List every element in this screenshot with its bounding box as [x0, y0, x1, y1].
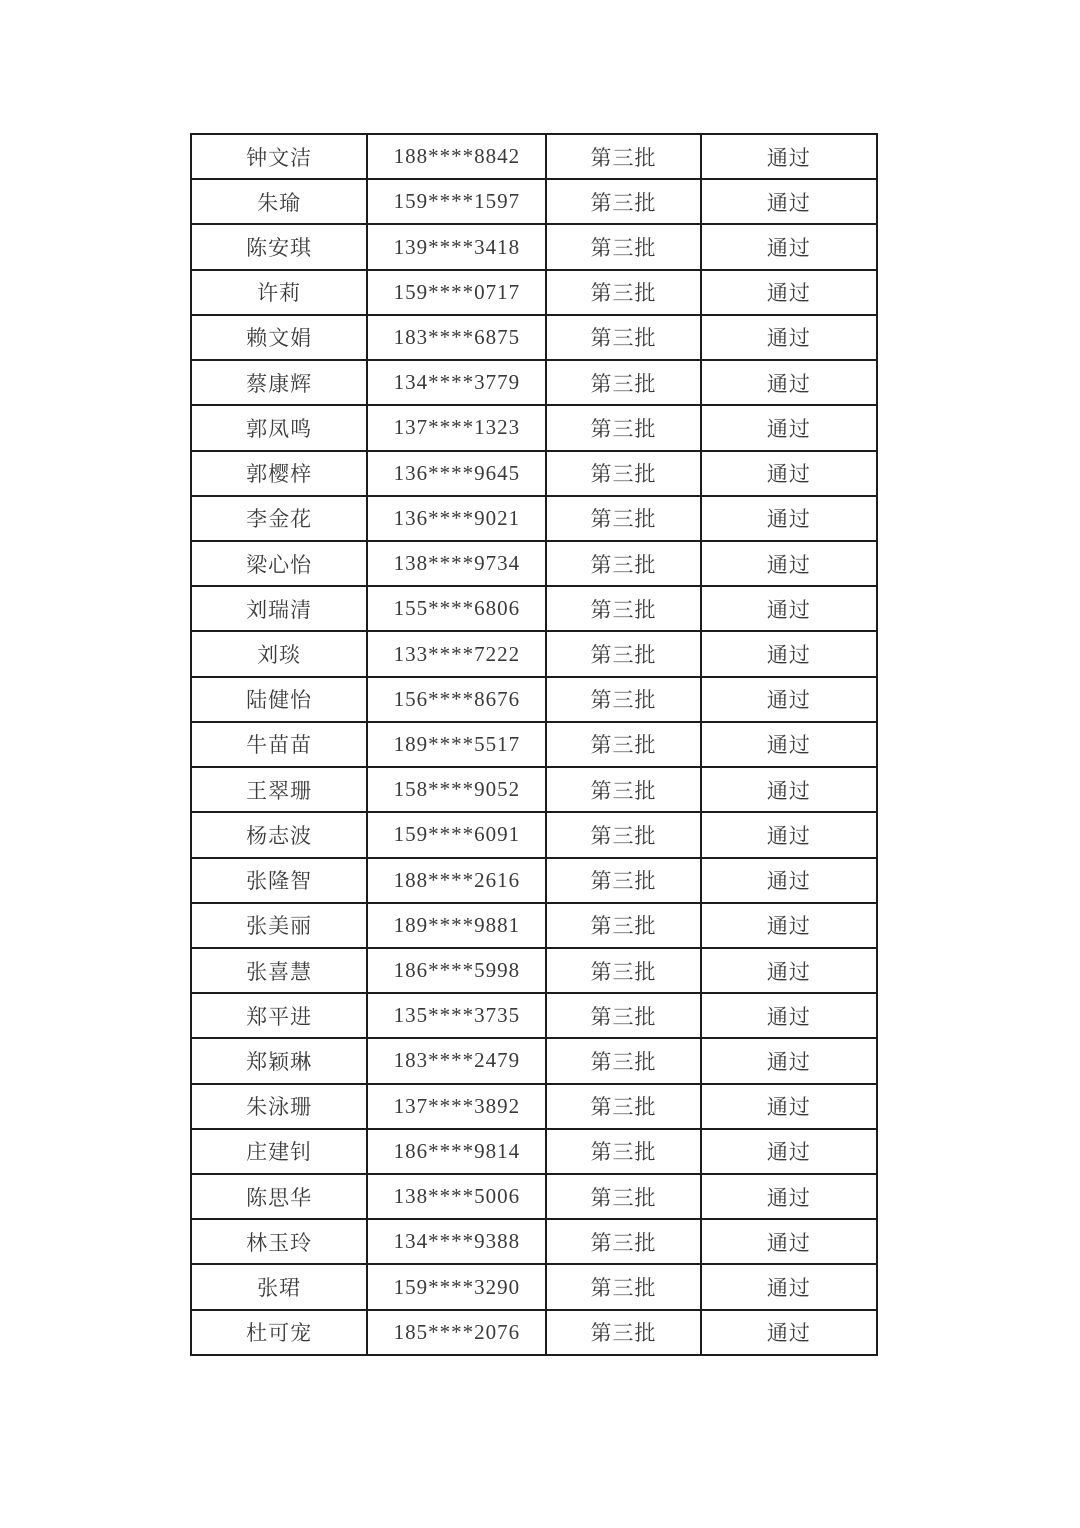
batch-cell: 第三批 — [546, 1084, 700, 1129]
phone-cell: 138****5006 — [367, 1174, 546, 1219]
batch-cell: 第三批 — [546, 858, 700, 903]
status-cell: 通过 — [701, 179, 877, 224]
approval-roster-table — [190, 133, 878, 1356]
phone-cell: 136****9021 — [367, 496, 546, 541]
batch-cell: 第三批 — [546, 360, 700, 405]
status-cell: 通过 — [701, 224, 877, 269]
batch-cell: 第三批 — [546, 541, 700, 586]
phone-cell: 188****8842 — [367, 134, 546, 179]
table-row — [191, 586, 877, 631]
name-cell: 赖文娟 — [191, 315, 367, 360]
batch-cell: 第三批 — [546, 903, 700, 948]
status-cell: 通过 — [701, 722, 877, 767]
phone-cell: 159****0717 — [367, 270, 546, 315]
status-cell: 通过 — [701, 993, 877, 1038]
table-row — [191, 405, 877, 450]
name-cell: 林玉玲 — [191, 1219, 367, 1264]
table-row — [191, 224, 877, 269]
name-cell: 郭樱梓 — [191, 451, 367, 496]
batch-cell: 第三批 — [546, 1310, 700, 1355]
table-row — [191, 179, 877, 224]
name-cell: 郑颖琳 — [191, 1038, 367, 1083]
phone-cell: 185****2076 — [367, 1310, 546, 1355]
status-cell: 通过 — [701, 1038, 877, 1083]
status-cell: 通过 — [701, 1264, 877, 1309]
status-cell: 通过 — [701, 541, 877, 586]
status-cell: 通过 — [701, 631, 877, 676]
status-cell: 通过 — [701, 586, 877, 631]
status-cell: 通过 — [701, 948, 877, 993]
phone-cell: 156****8676 — [367, 677, 546, 722]
table-row — [191, 948, 877, 993]
status-cell: 通过 — [701, 360, 877, 405]
status-cell: 通过 — [701, 858, 877, 903]
phone-cell: 137****3892 — [367, 1084, 546, 1129]
name-cell: 郑平进 — [191, 993, 367, 1038]
batch-cell: 第三批 — [546, 1038, 700, 1083]
table-row — [191, 631, 877, 676]
phone-cell: 183****6875 — [367, 315, 546, 360]
batch-cell: 第三批 — [546, 179, 700, 224]
table-row — [191, 134, 877, 179]
table-row — [191, 1129, 877, 1174]
phone-cell: 158****9052 — [367, 767, 546, 812]
phone-cell: 139****3418 — [367, 224, 546, 269]
batch-cell: 第三批 — [546, 1219, 700, 1264]
table-row — [191, 315, 877, 360]
name-cell: 王翠珊 — [191, 767, 367, 812]
batch-cell: 第三批 — [546, 993, 700, 1038]
table-row — [191, 767, 877, 812]
table-row — [191, 1310, 877, 1355]
name-cell: 许莉 — [191, 270, 367, 315]
table-row — [191, 1264, 877, 1309]
status-cell: 通过 — [701, 812, 877, 857]
table-row — [191, 541, 877, 586]
batch-cell: 第三批 — [546, 270, 700, 315]
table-row — [191, 270, 877, 315]
name-cell: 陆健怡 — [191, 677, 367, 722]
status-cell: 通过 — [701, 451, 877, 496]
batch-cell: 第三批 — [546, 677, 700, 722]
phone-cell: 188****2616 — [367, 858, 546, 903]
phone-cell: 133****7222 — [367, 631, 546, 676]
name-cell: 蔡康辉 — [191, 360, 367, 405]
table-row — [191, 1219, 877, 1264]
batch-cell: 第三批 — [546, 812, 700, 857]
name-cell: 陈安琪 — [191, 224, 367, 269]
status-cell: 通过 — [701, 1129, 877, 1174]
phone-cell: 186****9814 — [367, 1129, 546, 1174]
name-cell: 朱泳珊 — [191, 1084, 367, 1129]
name-cell: 朱瑜 — [191, 179, 367, 224]
name-cell: 杨志波 — [191, 812, 367, 857]
phone-cell: 136****9645 — [367, 451, 546, 496]
table-row — [191, 812, 877, 857]
status-cell: 通过 — [701, 1219, 877, 1264]
phone-cell: 138****9734 — [367, 541, 546, 586]
status-cell: 通过 — [701, 315, 877, 360]
name-cell: 梁心怡 — [191, 541, 367, 586]
status-cell: 通过 — [701, 1084, 877, 1129]
phone-cell: 159****6091 — [367, 812, 546, 857]
phone-cell: 189****5517 — [367, 722, 546, 767]
phone-cell: 137****1323 — [367, 405, 546, 450]
table-row — [191, 903, 877, 948]
table-row — [191, 858, 877, 903]
table-row — [191, 451, 877, 496]
phone-cell: 159****1597 — [367, 179, 546, 224]
table-row — [191, 360, 877, 405]
name-cell: 杜可宠 — [191, 1310, 367, 1355]
phone-cell: 155****6806 — [367, 586, 546, 631]
batch-cell: 第三批 — [546, 405, 700, 450]
status-cell: 通过 — [701, 270, 877, 315]
status-cell: 通过 — [701, 134, 877, 179]
phone-cell: 134****3779 — [367, 360, 546, 405]
batch-cell: 第三批 — [546, 224, 700, 269]
table-body — [191, 134, 877, 1355]
table-row — [191, 496, 877, 541]
name-cell: 牛苗苗 — [191, 722, 367, 767]
batch-cell: 第三批 — [546, 1264, 700, 1309]
phone-cell: 186****5998 — [367, 948, 546, 993]
name-cell: 刘琰 — [191, 631, 367, 676]
status-cell: 通过 — [701, 405, 877, 450]
batch-cell: 第三批 — [546, 134, 700, 179]
name-cell: 郭凤鸣 — [191, 405, 367, 450]
name-cell: 李金花 — [191, 496, 367, 541]
name-cell: 张喜慧 — [191, 948, 367, 993]
batch-cell: 第三批 — [546, 586, 700, 631]
name-cell: 钟文洁 — [191, 134, 367, 179]
phone-cell: 134****9388 — [367, 1219, 546, 1264]
phone-cell: 183****2479 — [367, 1038, 546, 1083]
name-cell: 庄建钊 — [191, 1129, 367, 1174]
name-cell: 张隆智 — [191, 858, 367, 903]
table-row — [191, 1084, 877, 1129]
phone-cell: 189****9881 — [367, 903, 546, 948]
status-cell: 通过 — [701, 767, 877, 812]
phone-cell: 135****3735 — [367, 993, 546, 1038]
batch-cell: 第三批 — [546, 451, 700, 496]
batch-cell: 第三批 — [546, 1174, 700, 1219]
table-row — [191, 1038, 877, 1083]
batch-cell: 第三批 — [546, 315, 700, 360]
batch-cell: 第三批 — [546, 722, 700, 767]
batch-cell: 第三批 — [546, 496, 700, 541]
batch-cell: 第三批 — [546, 631, 700, 676]
batch-cell: 第三批 — [546, 767, 700, 812]
table-row — [191, 1174, 877, 1219]
name-cell: 刘瑞清 — [191, 586, 367, 631]
status-cell: 通过 — [701, 496, 877, 541]
status-cell: 通过 — [701, 1310, 877, 1355]
batch-cell: 第三批 — [546, 948, 700, 993]
table-row — [191, 993, 877, 1038]
phone-cell: 159****3290 — [367, 1264, 546, 1309]
status-cell: 通过 — [701, 677, 877, 722]
name-cell: 张珺 — [191, 1264, 367, 1309]
status-cell: 通过 — [701, 903, 877, 948]
status-cell: 通过 — [701, 1174, 877, 1219]
table-row — [191, 677, 877, 722]
name-cell: 陈思华 — [191, 1174, 367, 1219]
batch-cell: 第三批 — [546, 1129, 700, 1174]
table-row — [191, 722, 877, 767]
name-cell: 张美丽 — [191, 903, 367, 948]
